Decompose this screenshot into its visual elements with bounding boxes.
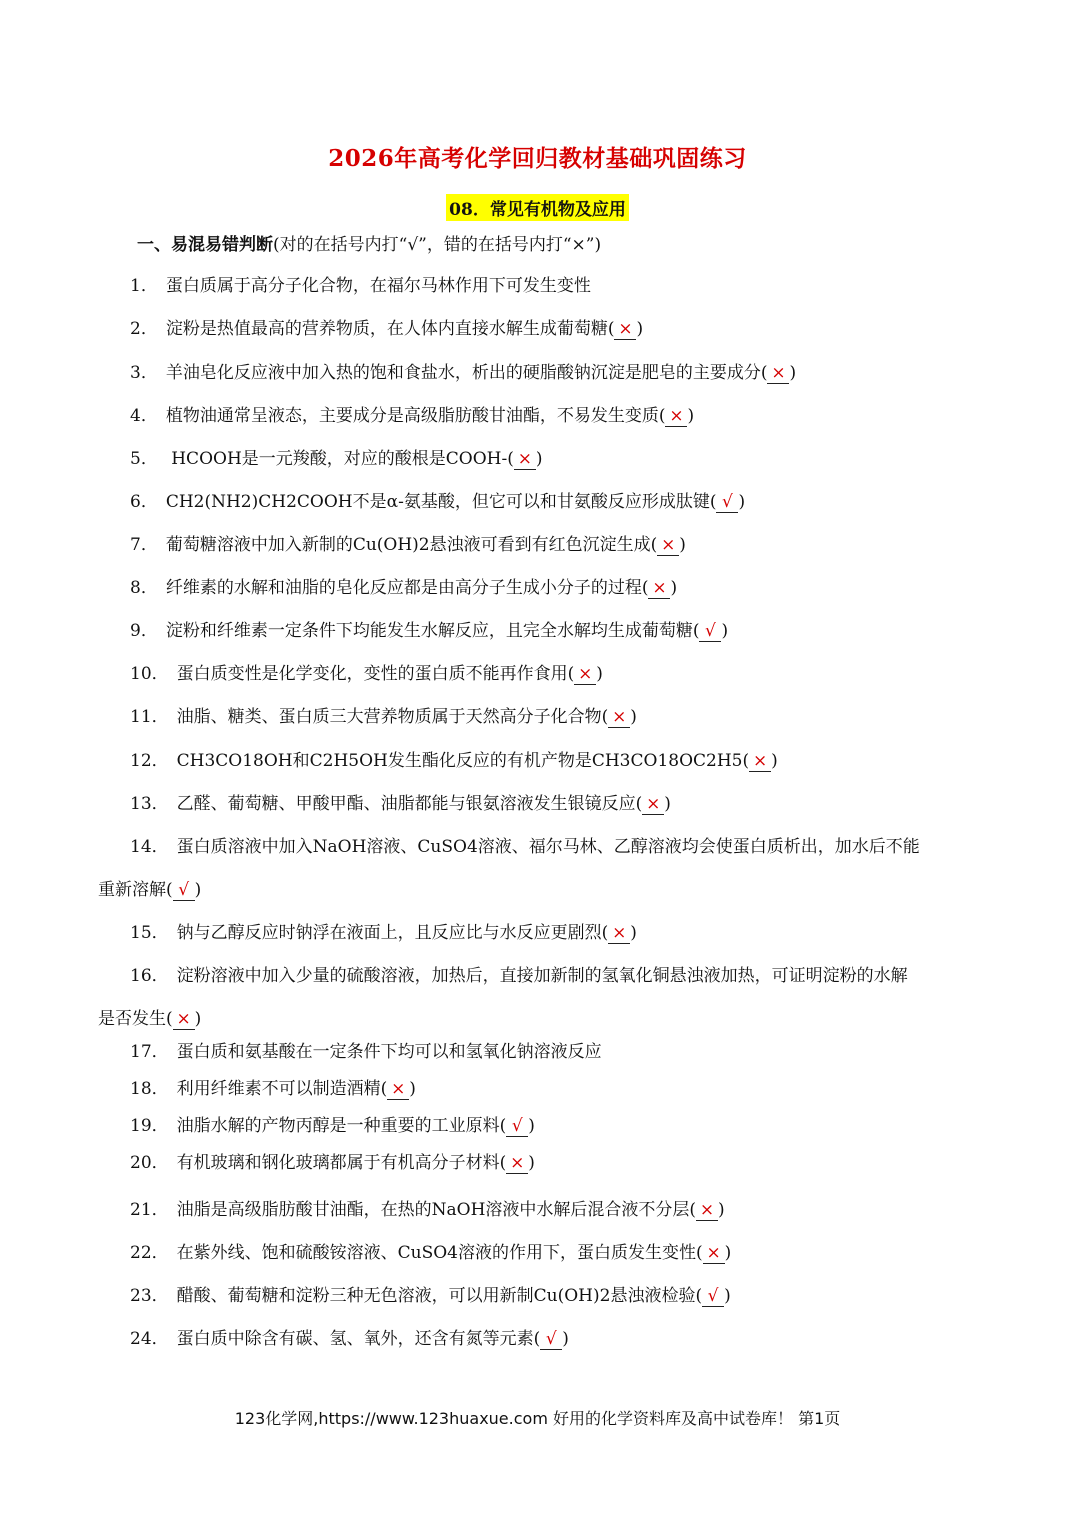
close-paren: ) — [670, 578, 678, 598]
question-item — [130, 783, 979, 826]
close-paren: ) — [630, 707, 637, 727]
question-text: 油脂水解的产物丙醇是一种重要的工业原料( — [176, 1116, 507, 1136]
question-item — [130, 1189, 979, 1232]
question-text: 有机玻璃和钢化玻璃都属于有机高分子材料( — [176, 1153, 507, 1173]
close-paren: ) — [630, 923, 637, 943]
close-paren: ) — [636, 319, 644, 339]
question-item — [130, 696, 979, 739]
question-number: 8． — [130, 578, 158, 598]
answer-mark: × — [173, 1009, 195, 1030]
question-number: 22． — [130, 1243, 169, 1263]
question-item — [130, 610, 979, 653]
question-number: 5． — [130, 449, 158, 469]
close-paren: ) — [721, 621, 729, 641]
question-text: 蛋白质溶液中加入NaOH溶液、CuSO4溶液、福尔马林、乙醇溶液均会使蛋白质析出，加水后不能 — [176, 837, 920, 857]
question-text: 蛋白质变性是化学变化，变性的蛋白质不能再作食用( — [176, 664, 575, 684]
answer-mark: × — [657, 535, 679, 556]
question-text: CH3CO18OH和C2H5OH发生酯化反应的有机产物是CH3CO18OC2H5( — [176, 751, 750, 771]
question-number: 7． — [130, 535, 158, 555]
answer-mark: √ — [173, 880, 195, 901]
question-item — [130, 438, 979, 481]
question-text: 葡萄糖溶液中加入新制的Cu(OH)2悬浊液可看到有红色沉淀生成( — [165, 535, 658, 555]
question-number: 20． — [130, 1153, 169, 1173]
question-text: 钠与乙醇反应时钠浮在液面上，且反应比与水反应更剧烈( — [176, 923, 609, 943]
question-item — [130, 740, 979, 783]
section-heading-instructions: (对的在括号内打“√”，错的在括号内打“×”) — [273, 235, 602, 255]
question-item — [130, 1318, 979, 1361]
question-item — [130, 1142, 979, 1185]
answer-mark: × — [648, 578, 670, 599]
close-paren: ) — [724, 1286, 731, 1306]
question-text: 羊油皂化反应液中加入热的饱和食盐水，析出的硬脂酸钠沉淀是肥皂的主要成分( — [165, 363, 768, 383]
question-number: 24． — [130, 1329, 169, 1349]
answer-mark: × — [642, 794, 664, 815]
question-text: HCOOH是一元羧酸，对应的酸根是COOH-( — [165, 449, 514, 469]
close-paren: ) — [596, 664, 603, 684]
question-number: 12． — [130, 751, 169, 771]
answer-mark: × — [574, 664, 596, 685]
question-item — [130, 308, 979, 351]
question-number: 1． — [130, 276, 158, 296]
question-number: 15． — [130, 923, 169, 943]
question-text: 淀粉是热值最高的营养物质，在人体内直接水解生成葡萄糖( — [165, 319, 615, 339]
answer-mark: × — [703, 1243, 725, 1264]
question-item — [130, 1275, 979, 1318]
question-item — [130, 955, 979, 998]
question-text: 淀粉溶液中加入少量的硫酸溶液，加热后，直接加新制的氢氧化铜悬浊液加热，可证明淀粉的水解 — [176, 966, 908, 986]
question-item — [130, 653, 979, 696]
question-text: 油脂是高级脂肪酸甘油酯，在热的NaOH溶液中水解后混合液不分层( — [176, 1200, 697, 1220]
question-item — [130, 567, 979, 610]
answer-mark: × — [608, 707, 630, 728]
answer-mark: √ — [702, 1286, 724, 1307]
question-text: CH2(NH2)CH2COOH不是α-氨基酸，但它可以和甘氨酸反应形成肽键( — [165, 492, 717, 512]
close-paren: ) — [194, 1009, 202, 1029]
question-text: 植物油通常呈液态，主要成分是高级脂肪酸甘油酯，不易发生变质( — [165, 406, 666, 426]
answer-mark: × — [514, 449, 536, 470]
close-paren: ) — [562, 1329, 569, 1349]
answer-mark: √ — [699, 621, 721, 642]
question-text-continued: 重新溶解( — [98, 880, 173, 900]
close-paren: ) — [789, 363, 797, 383]
question-number: 10． — [130, 664, 169, 684]
document-title: 2026年高考化学回归教材基础巩固练习 — [328, 145, 747, 172]
answer-mark: √ — [716, 492, 738, 513]
question-text: 蛋白质中除含有碳、氢、氧外，还含有氮等元素( — [176, 1329, 541, 1349]
answer-mark: × — [749, 751, 771, 772]
close-paren: ) — [664, 794, 671, 814]
question-item — [130, 1232, 979, 1275]
answer-mark: √ — [540, 1329, 562, 1350]
page-footer: 123化学网,https://www.123huaxue.com 好用的化学资料库及高中试卷库！ 第1页 — [234, 1409, 841, 1428]
question-number: 6． — [130, 492, 158, 512]
question-item — [130, 826, 979, 869]
question-number: 21． — [130, 1200, 169, 1220]
close-paren: ) — [738, 492, 746, 512]
section-heading — [137, 230, 601, 255]
answer-mark: √ — [506, 1116, 528, 1137]
section-heading-bold: 一、易混易错判断 — [137, 235, 273, 255]
answer-mark: × — [614, 319, 636, 340]
question-text: 蛋白质属于高分子化合物，在福尔马林作用下可发生变性 — [165, 276, 591, 296]
close-paren: ) — [528, 1153, 535, 1173]
question-text: 纤维素的水解和油脂的皂化反应都是由高分子生成小分子的过程( — [165, 578, 649, 598]
question-number: 17． — [130, 1042, 169, 1062]
close-paren: ) — [679, 535, 686, 555]
question-text-continued: 是否发生( — [98, 1009, 173, 1029]
question-text: 淀粉和纤维素一定条件下均能发生水解反应，且完全水解均生成葡萄糖( — [165, 621, 700, 641]
question-number: 19． — [130, 1116, 169, 1136]
answer-mark: × — [767, 363, 789, 384]
question-text: 乙醛、葡萄糖、甲酸甲酯、油脂都能与银氨溶液发生银镜反应( — [176, 794, 643, 814]
question-number: 9． — [130, 621, 158, 641]
question-text: 醋酸、葡萄糖和淀粉三种无色溶液，可以用新制Cu(OH)2悬浊液检验( — [176, 1286, 703, 1306]
question-number: 14． — [130, 837, 169, 857]
question-number: 16． — [130, 966, 169, 986]
question-number: 3． — [130, 363, 158, 383]
answer-mark: × — [608, 923, 630, 944]
question-item — [130, 265, 979, 308]
question-item — [130, 481, 979, 524]
close-paren: ) — [724, 1243, 732, 1263]
close-paren: ) — [687, 406, 695, 426]
question-number: 2． — [130, 319, 158, 339]
question-item — [130, 524, 979, 567]
question-text: 在紫外线、饱和硫酸铵溶液、CuSO4溶液的作用下，蛋白质发生变性( — [176, 1243, 703, 1263]
question-number: 13． — [130, 794, 169, 814]
close-paren: ) — [194, 880, 202, 900]
answer-mark: × — [665, 406, 687, 427]
close-paren: ) — [718, 1200, 725, 1220]
close-paren: ) — [771, 751, 778, 771]
answer-mark: × — [387, 1079, 409, 1100]
close-paren: ) — [535, 449, 543, 469]
question-text: 油脂、糖类、蛋白质三大营养物质属于天然高分子化合物( — [176, 707, 609, 727]
question-continuation — [98, 869, 201, 912]
question-item — [130, 395, 979, 438]
question-item — [130, 912, 979, 955]
answer-mark: × — [696, 1200, 718, 1221]
chapter-subtitle: 08．常见有机物及应用 — [446, 194, 629, 221]
question-text: 利用纤维素不可以制造酒精( — [176, 1079, 388, 1099]
question-number: 4． — [130, 406, 158, 426]
answer-mark: × — [506, 1153, 528, 1174]
question-number: 11． — [130, 707, 169, 727]
question-text: 蛋白质和氨基酸在一定条件下均可以和氢氧化钠溶液反应 — [176, 1042, 602, 1062]
close-paren: ) — [409, 1079, 416, 1099]
close-paren: ) — [528, 1116, 535, 1136]
question-number: 18． — [130, 1079, 169, 1099]
question-item — [130, 352, 979, 395]
subtitle-wrap — [0, 194, 1075, 221]
question-number: 23． — [130, 1286, 169, 1306]
